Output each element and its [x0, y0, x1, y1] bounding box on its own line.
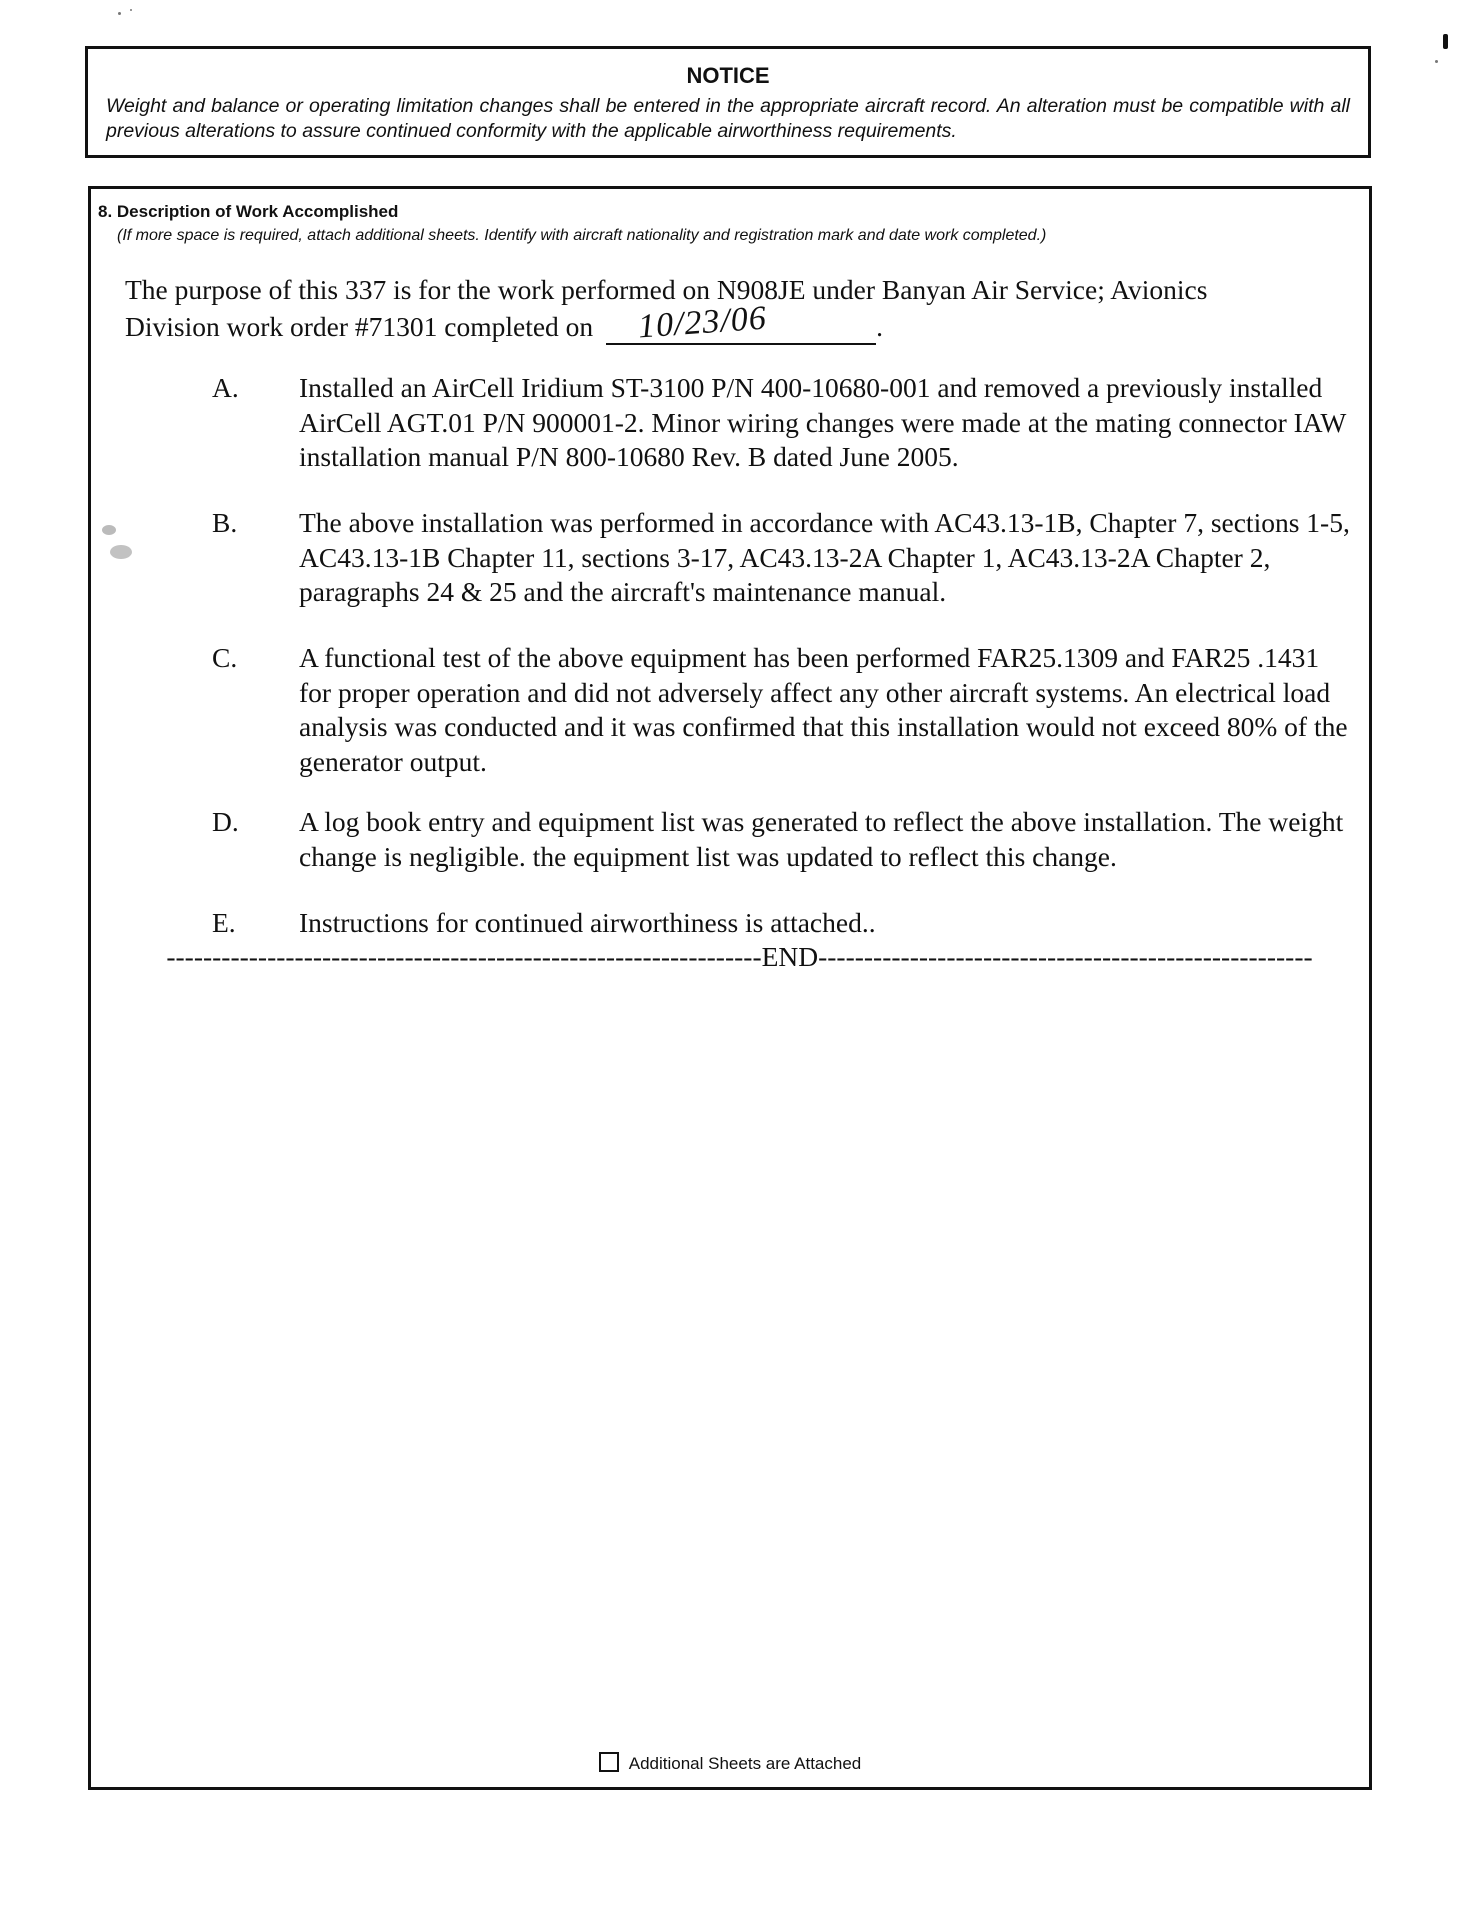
notice-body: Weight and balance or operating limitation changes shall be entered in the appropriate aircraft record. An alteration must be compatible with all previous alterations to assure continued conformity with the applicable airworthiness requirements. — [106, 95, 1350, 142]
completion-date-handwritten: 10/23/06 — [636, 299, 769, 346]
additional-sheets-checkbox[interactable] — [599, 1752, 619, 1772]
description-of-work-box — [88, 186, 1372, 1790]
item-letter: E. — [212, 907, 236, 938]
item-letter: D. — [212, 806, 239, 837]
scan-speck — [1435, 60, 1438, 63]
additional-sheets-label: Additional Sheets are Attached — [628, 1754, 862, 1773]
item-letter: A. — [212, 372, 239, 403]
item-text: A functional test of the above equipment has been performed FAR25.1309 and FAR25 .1431 for proper operation and did not adversely affect any other aircraft systems. An electrical load analysis was conducted and it was confirmed that this installation would not exceed 80% of the generator output. — [299, 642, 1348, 777]
notice-box — [85, 46, 1371, 158]
scan-speck — [118, 12, 121, 15]
item-text: Installed an AirCell Iridium ST-3100 P/N 400-10680-001 and removed a previously installed AirCell AGT.01 P/N 900001-2. Minor wiring changes were made at the mating connector IAW installation manual P/N 800-10680 Rev. B dated June 2005. — [299, 372, 1346, 472]
item-text: Instructions for continued airworthiness is attached.. — [299, 907, 876, 938]
completion-date-field — [606, 299, 876, 346]
scan-mark — [1443, 34, 1448, 49]
notice-title: NOTICE — [686, 63, 770, 88]
intro-paragraph — [125, 271, 1295, 345]
section-subtitle: (If more space is required, attach additional sheets. Identify with aircraft nationality and registration mark and date work completed.) — [117, 227, 1047, 244]
scan-speck — [110, 545, 132, 559]
item-letter: B. — [212, 507, 238, 538]
scan-speck — [102, 525, 116, 535]
item-text: A log book entry and equipment list was generated to reflect the above installation. The weight change is negligible. the equipment list was updated to reflect this change. — [299, 806, 1344, 872]
end-marker: -----------------------------------------------------------------END------------------------------------------------------ — [166, 941, 1313, 972]
additional-sheets-row — [91, 1752, 1369, 1774]
section-title: 8. Description of Work Accomplished — [98, 202, 399, 221]
item-text: The above installation was performed in accordance with AC43.13-1B, Chapter 7, sections 1-5, AC43.13-1B Chapter 11, sections 3-17, AC43.13-2A Chapter 1, AC43.13-2A Chapter 2, paragraphs 24 & 25 and the aircraft's maintenance manual. — [299, 507, 1350, 607]
item-letter: C. — [212, 642, 238, 673]
intro-text: The purpose of this 337 is for the work performed on N908JE under Banyan Air Service; Avionics Division work order #71301 completed on — [125, 274, 1208, 342]
scan-speck — [130, 9, 132, 11]
intro-end: . — [876, 311, 883, 342]
